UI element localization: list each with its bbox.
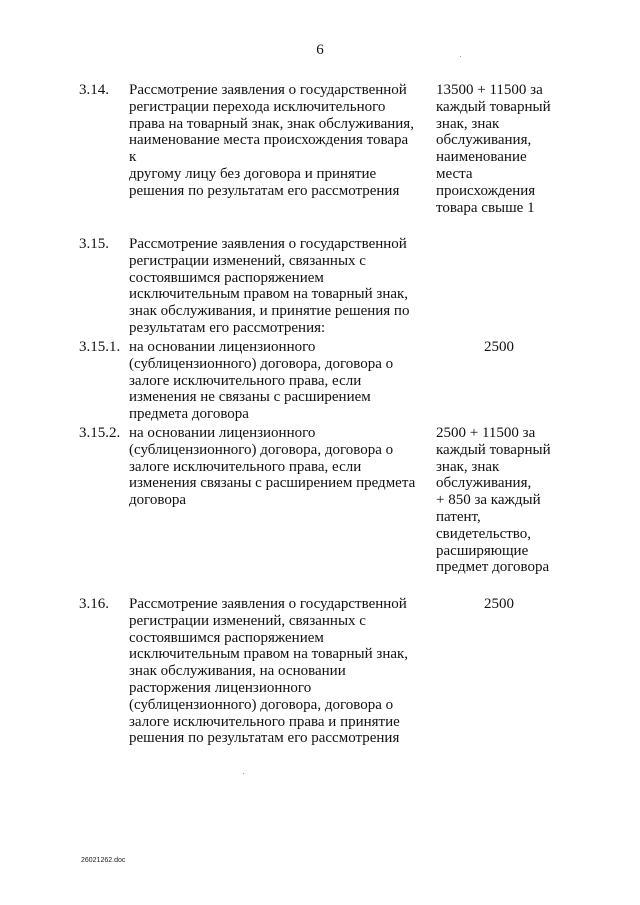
footer-filename: 26021262.doc bbox=[81, 857, 126, 864]
scan-speck bbox=[243, 773, 244, 774]
item-fee: 2500 + 11500 за каждый товарный знак, знак обслуживания, + 850 за каждый патент, свидетельство, расширяющие предмет договора bbox=[436, 425, 551, 576]
item-description: на основании лицензионного (сублицензионного) договора, договора о залоге исключительного права, если изменения не связаны с расширением предмета договора bbox=[129, 339, 394, 423]
item-number: 3.14. bbox=[79, 82, 109, 98]
item-number: 3.15. bbox=[79, 236, 109, 252]
item-description: Рассмотрение заявления о государственной регистрации изменений, связанных с состоявшимся распоряжением исключительным правом на товарный знак, знак обслуживания, на основании расторжения лицензионного (сублицензионного) договора, договора о залоге исключительного права и принятие решения по результатам его рассмотрения bbox=[129, 596, 409, 747]
item-number: 3.15.1. bbox=[79, 339, 121, 355]
scan-speck bbox=[460, 56, 461, 57]
item-description: Рассмотрение заявления о государственной регистрации изменений, связанных с состоявшимся распоряжением исключительным правом на товарный знак, знак обслуживания, и принятие решения по результатам его рассмотрения: bbox=[129, 236, 410, 336]
item-number: 3.15.2. bbox=[79, 425, 121, 441]
item-fee: 13500 + 11500 за каждый товарный знак, знак обслуживания, наименование места происхождения товара свыше 1 bbox=[436, 82, 551, 216]
page-number: 6 bbox=[316, 42, 324, 58]
item-fee: 2500 bbox=[484, 596, 514, 612]
item-description: Рассмотрение заявления о государственной регистрации перехода исключительного права на товарный знак, знак обслуживания, наименование места происхождения товара к другому лицу без договора и принятие решения по результатам его рассмотрения bbox=[129, 82, 414, 199]
item-number: 3.16. bbox=[79, 596, 109, 612]
item-description: на основании лицензионного (сублицензионного) договора, договора о залоге исключительного права, если изменения связаны с расширением предмета договора bbox=[129, 425, 416, 509]
item-fee: 2500 bbox=[484, 339, 514, 355]
